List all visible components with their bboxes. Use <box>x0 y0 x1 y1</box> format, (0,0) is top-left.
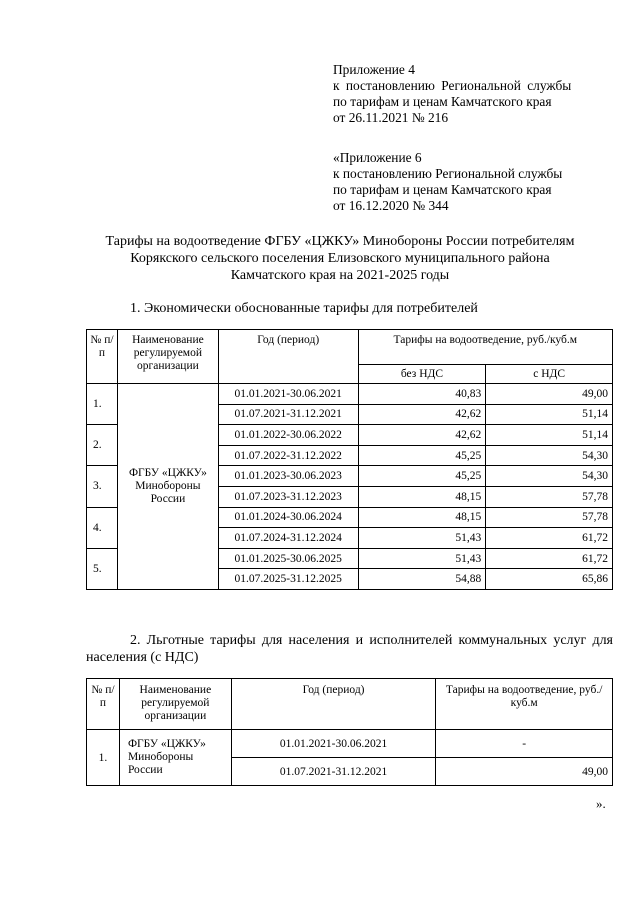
col-header-num: № п/п <box>87 679 120 730</box>
row-number: 1. <box>87 730 120 786</box>
tariff-no-vat-cell: 45,25 <box>358 466 486 487</box>
table1-body <box>87 384 613 590</box>
tariff-no-vat-cell: 48,15 <box>358 486 486 507</box>
tariff-no-vat-cell: 40,83 <box>358 384 486 405</box>
appendix-line: по тарифам и ценам Камчатского края <box>333 182 552 197</box>
period-cell: 01.01.2025-30.06.2025 <box>218 548 358 569</box>
section-2-heading: 2. Льготные тарифы для населения и исполнителей коммунальных услуг для населения (с НДС) <box>86 633 613 665</box>
table-row <box>87 384 613 405</box>
period-cell: 01.07.2025-31.12.2025 <box>218 569 358 590</box>
appendix-line: к постановлению Региональной службы <box>333 166 563 181</box>
org-name: ФГБУ «ЦЖКУ» Минобороны России <box>117 384 218 590</box>
tariff-vat-cell: 61,72 <box>486 548 613 569</box>
col-header-num: № п/п <box>87 330 118 384</box>
title-line: Корякского сельского поселения Елизовского муниципального района <box>130 251 550 266</box>
appendix-line: Приложение 4 <box>333 62 415 77</box>
tariff-vat-cell: 54,30 <box>486 466 613 487</box>
appendix-line: «Приложение 6 <box>333 150 422 165</box>
period-cell: 01.01.2021-30.06.2021 <box>218 384 358 405</box>
col-header-org: Наименование регулируемой организации <box>117 330 218 384</box>
org-name: ФГБУ «ЦЖКУ» Минобороны России <box>119 730 231 786</box>
col-header-vat: с НДС <box>486 365 613 384</box>
col-header-period: Год (период) <box>231 679 436 730</box>
tariff-no-vat-cell: 42,62 <box>358 425 486 446</box>
col-header-tariff: Тарифы на водоотведение, руб./куб.м <box>436 679 613 730</box>
row-number: 3. <box>87 466 118 507</box>
period-cell: 01.01.2023-30.06.2023 <box>218 466 358 487</box>
tariff-vat-cell: 65,86 <box>486 569 613 590</box>
row-number: 5. <box>87 548 118 589</box>
section-1-heading: 1. Экономически обоснованные тарифы для потребителей <box>130 301 478 316</box>
closing-quote: ». <box>596 796 606 811</box>
period-cell: 01.07.2024-31.12.2024 <box>218 528 358 549</box>
title-line: Камчатского края на 2021-2025 годы <box>230 268 450 283</box>
row-number: 2. <box>87 425 118 466</box>
appendix-line: по тарифам и ценам Камчатского края <box>333 94 552 109</box>
period-cell: 01.01.2024-30.06.2024 <box>218 507 358 528</box>
tariff-cell: 49,00 <box>436 758 613 786</box>
tariff-vat-cell: 54,30 <box>486 445 613 466</box>
tariff-no-vat-cell: 48,15 <box>358 507 486 528</box>
tariff-vat-cell: 57,78 <box>486 486 613 507</box>
col-header-org: Наименование регулируемой организации <box>119 679 231 730</box>
economic-tariffs-table <box>86 329 613 590</box>
tariff-no-vat-cell: 42,62 <box>358 404 486 425</box>
period-cell: 01.01.2022-30.06.2022 <box>218 425 358 446</box>
appendix-line: к постановлению Региональной службы <box>333 78 572 93</box>
period-cell: 01.07.2022-31.12.2022 <box>218 445 358 466</box>
document-title <box>40 233 640 284</box>
row-number: 4. <box>87 507 118 548</box>
tariff-no-vat-cell: 51,43 <box>358 528 486 549</box>
appendix-header <box>333 62 613 126</box>
tariff-vat-cell: 57,78 <box>486 507 613 528</box>
col-header-tariff: Тарифы на водоотведение, руб./куб.м <box>358 330 612 365</box>
tariff-no-vat-cell: 45,25 <box>358 445 486 466</box>
tariff-vat-cell: 51,14 <box>486 404 613 425</box>
tariff-vat-cell: 51,14 <box>486 425 613 446</box>
period-cell: 01.01.2021-30.06.2021 <box>231 730 436 758</box>
period-cell: 01.07.2021-31.12.2021 <box>231 758 436 786</box>
col-header-period: Год (период) <box>218 330 358 384</box>
row-number: 1. <box>87 384 118 425</box>
appendix-line: от 26.11.2021 № 216 <box>333 110 449 125</box>
preferential-tariffs-table <box>86 678 613 786</box>
col-header-no-vat: без НДС <box>358 365 486 384</box>
tariff-no-vat-cell: 51,43 <box>358 548 486 569</box>
tariff-cell: - <box>436 730 613 758</box>
appendix-line: от 16.12.2020 № 344 <box>333 198 449 213</box>
period-cell: 01.07.2023-31.12.2023 <box>218 486 358 507</box>
quoted-appendix-header <box>333 150 613 214</box>
tariff-no-vat-cell: 54,88 <box>358 569 486 590</box>
tariff-vat-cell: 61,72 <box>486 528 613 549</box>
title-line: Тарифы на водоотведение ФГБУ «ЦЖКУ» Минобороны России потребителям <box>105 234 575 249</box>
tariff-vat-cell: 49,00 <box>486 384 613 405</box>
period-cell: 01.07.2021-31.12.2021 <box>218 404 358 425</box>
